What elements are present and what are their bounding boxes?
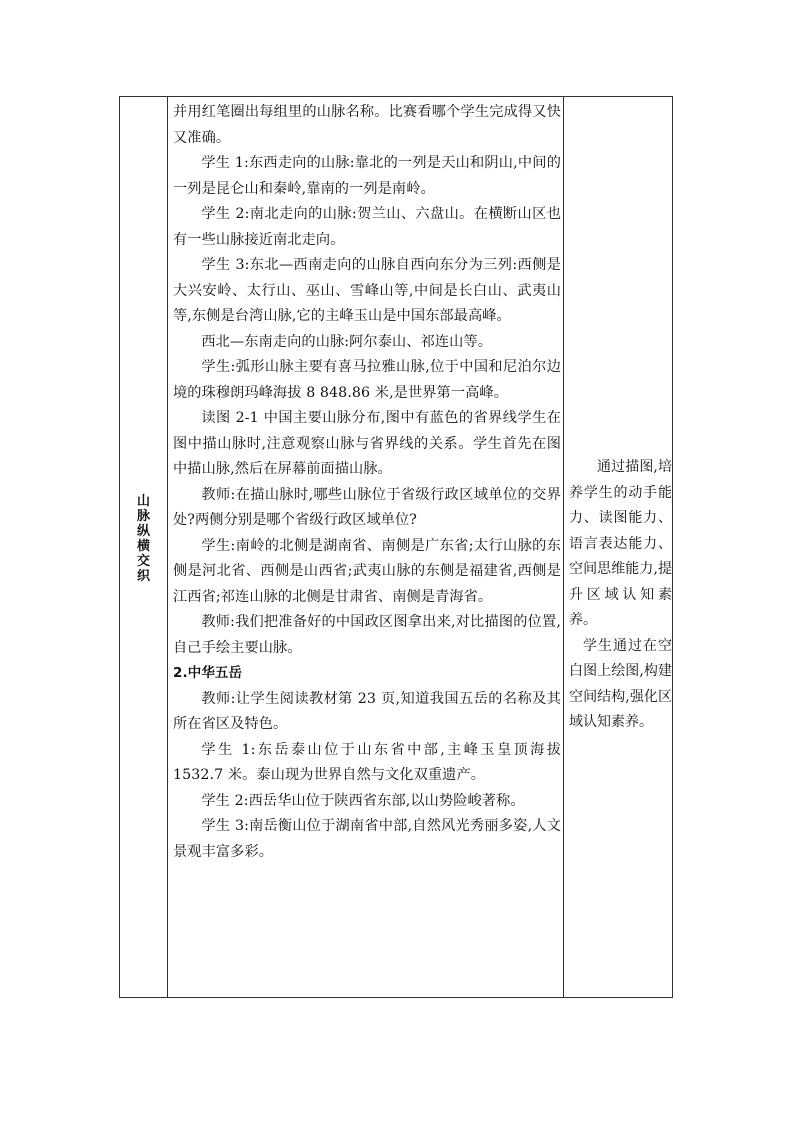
note: 学生通过在空白图上绘图,构建空间结构,强化区域认知素养。 — [569, 637, 672, 730]
section-heading: 2.中华五岳 — [173, 665, 243, 681]
note: 通过描图,培养学生的动手能力、读图能力、语言表达能力、空间思维能力,提升区域认知素养。 — [569, 459, 672, 628]
design-notes-cell — [569, 455, 672, 736]
content-cell — [173, 100, 561, 865]
paragraph: 教师:在描山脉时,哪些山脉位于省级行政区域单位的交界处?两侧分别是哪个省级行政区域单位? — [173, 486, 561, 528]
column-divider — [167, 97, 168, 997]
paragraph: 西北—东南走向的山脉:阿尔泰山、祁连山等。 — [201, 333, 493, 350]
row-title: 山脉纵横交织 — [136, 494, 150, 584]
lesson-table — [119, 96, 673, 998]
paragraph: 学生 2:西岳华山位于陕西省东部,以山势险峻著称。 — [201, 792, 525, 809]
paragraph: 学生 1:东岳泰山位于山东省中部,主峰玉皇顶海拔 1532.7 米。泰山现为世界自然与文化双重遗产。 — [173, 741, 561, 783]
paragraph: 读图 2-1 中国主要山脉分布,图中有蓝色的省界线学生在图中描山脉时,注意观察山脉与省界线的关系。学生首先在图中描山脉,然后在屏幕前面描山脉。 — [173, 410, 561, 477]
paragraph: 并用红笔圈出每组里的山脉名称。比赛看哪个学生完成得又快又准确。 — [173, 104, 561, 146]
paragraph: 学生 3:东北—西南走向的山脉自西向东分为三列:西侧是大兴安岭、太行山、巫山、雪峰山等,中间是长白山、武夷山等,东侧是台湾山脉,它的主峰玉山是中国东部最高峰。 — [173, 257, 561, 324]
row-title-cell — [120, 97, 167, 997]
paragraph: 学生:弧形山脉主要有喜马拉雅山脉,位于中国和尼泊尔边境的珠穆朗玛峰海拔 8 848.86 米,是世界第一高峰。 — [173, 359, 561, 401]
paragraph: 教师:让学生阅读教材第 23 页,知道我国五岳的名称及其所在省区及特色。 — [173, 690, 561, 732]
paragraph: 学生 3:南岳衡山位于湖南省中部,自然风光秀丽多姿,人文景观丰富多彩。 — [173, 818, 561, 860]
paragraph: 学生:南岭的北侧是湖南省、南侧是广东省;太行山脉的东侧是河北省、西侧是山西省;武夷山脉的东侧是福建省,西侧是江西省;祁连山脉的北侧是甘肃省、南侧是青海省。 — [173, 537, 561, 605]
column-divider — [563, 97, 564, 997]
paragraph: 学生 1:东西走向的山脉:靠北的一列是天山和阴山,中间的一列是昆仑山和秦岭,靠南的一列是南岭。 — [173, 155, 561, 197]
paragraph: 学生 2:南北走向的山脉:贺兰山、六盘山。在横断山区也有一些山脉接近南北走向。 — [173, 206, 561, 248]
paragraph: 教师:我们把准备好的中国政区图拿出来,对比描图的位置,自己手绘主要山脉。 — [173, 614, 561, 656]
